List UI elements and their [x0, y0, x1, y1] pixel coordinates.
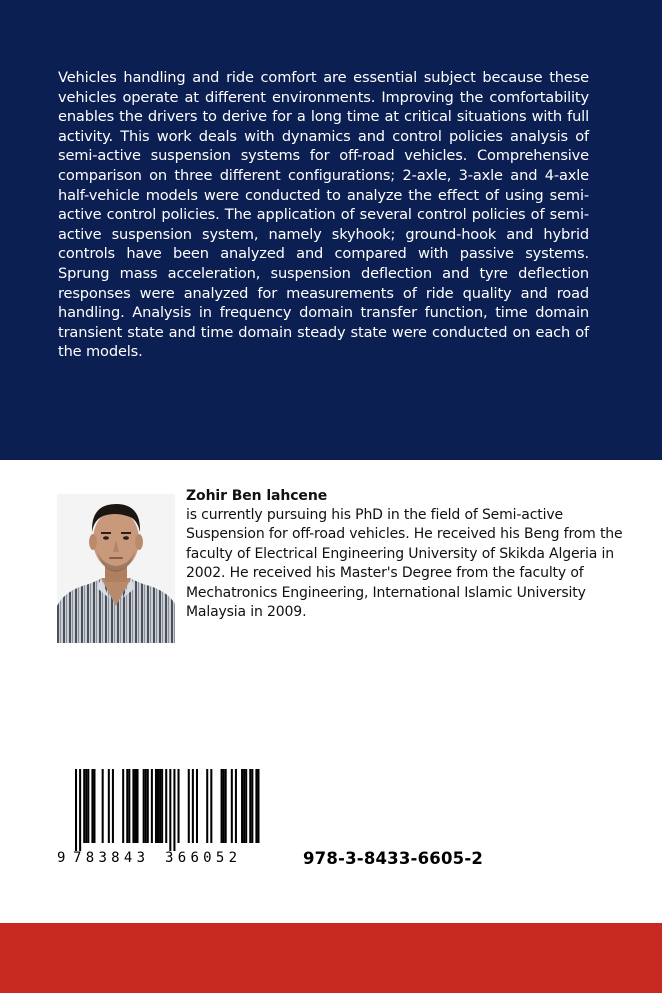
barcode-bar [159, 769, 161, 843]
barcode-bar [206, 769, 208, 843]
barcode-lead-digit: 9 [57, 850, 66, 866]
barcode-bar [223, 769, 225, 843]
barcode-bar [145, 769, 147, 843]
barcode-digits [57, 850, 263, 872]
barcode-bar [165, 769, 167, 843]
author-name: Zohir Ben lahcene [186, 488, 328, 504]
barcode-bar [132, 769, 134, 843]
barcode-bar [196, 769, 198, 843]
barcode-left-group: 783843 [73, 850, 150, 866]
barcode-bar [83, 769, 85, 843]
barcode [57, 765, 263, 875]
book-description: Vehicles handling and ride comfort are essential subject because these vehicles operate at different environments. Improving the comfortability enables the drivers to derive for a long time at critical situations with full activity. This work deals with dynamics and control policies analysis of semi-active suspension systems for off-road vehicles. Comprehensive comparison on three different configurations; 2-axle, 3-axle and 4-axle half-vehicle models were conducted to analyze the effect of using semi-active control policies. The application of several control policies of semi-active suspension system, namely skyhook; ground-hook and hybrid controls have been analyzed and compared with passive systems. Sprung mass acceleration, suspension deflection and tyre deflection responses were analyzed for measurements of ride quality and road handling. Analysis in frequency domain transfer function, time domain transient state and time domain steady state were conducted on each of the models. [58, 69, 589, 361]
barcode-bars [57, 765, 263, 851]
barcode-bar [108, 769, 110, 843]
barcode-bar [225, 769, 227, 843]
blurb-panel [0, 0, 662, 460]
bottom-color-band [0, 923, 662, 993]
barcode-bar [257, 769, 259, 843]
barcode-bar [128, 769, 130, 843]
barcode-bar [137, 769, 139, 843]
barcode-bar [188, 769, 190, 843]
barcode-bar [241, 769, 243, 843]
barcode-right-group: 366052 [165, 850, 242, 866]
barcode-bar [112, 769, 114, 843]
barcode-bar [221, 769, 223, 843]
barcode-bar [243, 769, 245, 843]
barcode-bar [79, 769, 81, 851]
barcode-bar [155, 769, 157, 843]
barcode-bar [87, 769, 89, 843]
barcode-bar [143, 769, 145, 843]
barcode-bar [85, 769, 87, 843]
author-biography: is currently pursuing his PhD in the field of Semi-active Suspension for off-road vehicles. He received his Beng from the faculty of Electrical Engineering University of Skikda Algeria in 2002. He received his Master's Degree from the faculty of Mechatronics Engineering, International Islamic University Malaysia in 2009. [186, 507, 623, 621]
barcode-bar [210, 769, 212, 843]
isbn-number: 978-3-8433-6605-2 [303, 849, 484, 868]
barcode-bar [192, 769, 194, 843]
barcode-bar [173, 769, 175, 851]
barcode-bar [134, 769, 136, 843]
barcode-bar [255, 769, 257, 843]
barcode-bar [75, 769, 77, 851]
barcode-bar [122, 769, 124, 843]
barcode-bar [93, 769, 95, 843]
author-portrait-image [57, 494, 175, 643]
barcode-bar [235, 769, 237, 843]
barcode-bar [91, 769, 93, 843]
barcode-bar [151, 769, 153, 843]
barcode-bar [251, 769, 253, 843]
barcode-bar [249, 769, 251, 843]
barcode-bar [126, 769, 128, 843]
barcode-bar [147, 769, 149, 843]
barcode-bar [157, 769, 159, 843]
barcode-bar [161, 769, 163, 843]
barcode-bar [178, 769, 180, 843]
barcode-bar [102, 769, 104, 843]
author-photo [57, 494, 175, 643]
barcode-bar [169, 769, 171, 851]
barcode-bar [245, 769, 247, 843]
barcode-bar [231, 769, 233, 843]
